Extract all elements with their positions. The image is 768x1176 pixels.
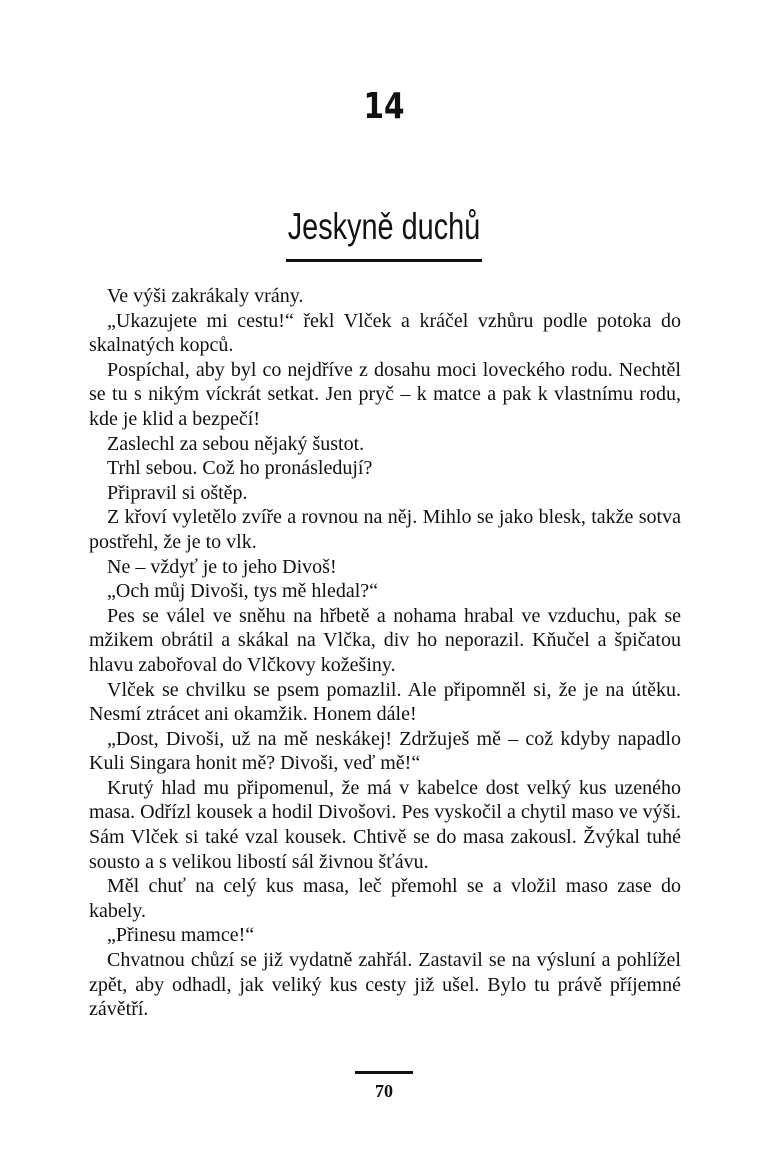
paragraph: Trhl sebou. Což ho pronásledují?	[107, 457, 373, 480]
paragraph: „Přinesu mamce!“	[107, 924, 255, 947]
title-underline	[286, 259, 482, 262]
paragraph: Vlček se chvilku se psem pomazlil. Ale připomněl si, že je na útěku. Nesmí ztrácet ani okamžik. Honem dále!	[89, 678, 681, 726]
paragraph: „Dost, Divoši, už na mě neskákej! Zdržuješ mě – což kdyby napadlo Kuli Singara honit mě? Divoši, veď mě!“	[89, 727, 681, 775]
chapter-body	[89, 284, 681, 1022]
chapter-number: 14	[363, 86, 405, 127]
paragraph: Připravil si oštěp.	[107, 481, 248, 504]
chapter-title: Jeskyně duchů	[287, 206, 481, 247]
paragraph: Krutý hlad mu připomenul, že má v kabelce dost velký kus uzeného masa. Odřízl kousek a hodil Divošovi. Pes vyskočil a chytil maso ve výši. Sám Vlček si také vzal kousek. Chtivě se do masa zakousl. Žvýkal tuhé sousto a s velikou libostí sál živnou šťávu.	[89, 776, 681, 873]
paragraph: Zaslechl za sebou nějaký šustot.	[107, 432, 365, 455]
page-number: 70	[375, 1081, 393, 1101]
paragraph: Ve výši zakrákaly vrány.	[107, 285, 304, 307]
paragraph: „Och můj Divoši, tys mě hledal?“	[107, 580, 379, 603]
paragraph: „Ukazujete mi cestu!“ řekl Vlček a kráčel vzhůru podle potoka do skalnatých kopců.	[89, 309, 681, 357]
paragraph: Chvatnou chůzí se již vydatně zahřál. Zastavil se na výsluní a pohlížel zpět, aby odhadl, jak veliký kus cesty již ušel. Bylo tu právě příjemné závětří.	[89, 949, 681, 1021]
paragraph: Pes se válel ve sněhu na hřbetě a nohama hrabal ve vzduchu, pak se mžikem obrátil a skákal na Vlčka, div ho neporazil. Kňučel a špičatou hlavu zabořoval do Vlčkovy kožešiny.	[89, 604, 681, 676]
footer-rule	[355, 1071, 413, 1074]
paragraph: Z křoví vyletělo zvíře a rovnou na něj. Mihlo se jako blesk, takže sotva postřehl, že je to vlk.	[89, 506, 681, 553]
paragraph: Ne – vždyť je to jeho Divoš!	[107, 555, 337, 578]
paragraph: Pospíchal, aby byl co nejdříve z dosahu moci loveckého rodu. Nechtěl se tu s nikým víckrát setkat. Jen pryč – k matce a pak k vlastnímu rodu, kde je klid a bezpečí!	[89, 358, 681, 430]
paragraph: Měl chuť na celý kus masa, leč přemohl se a vložil maso zase do kabely.	[89, 875, 681, 922]
